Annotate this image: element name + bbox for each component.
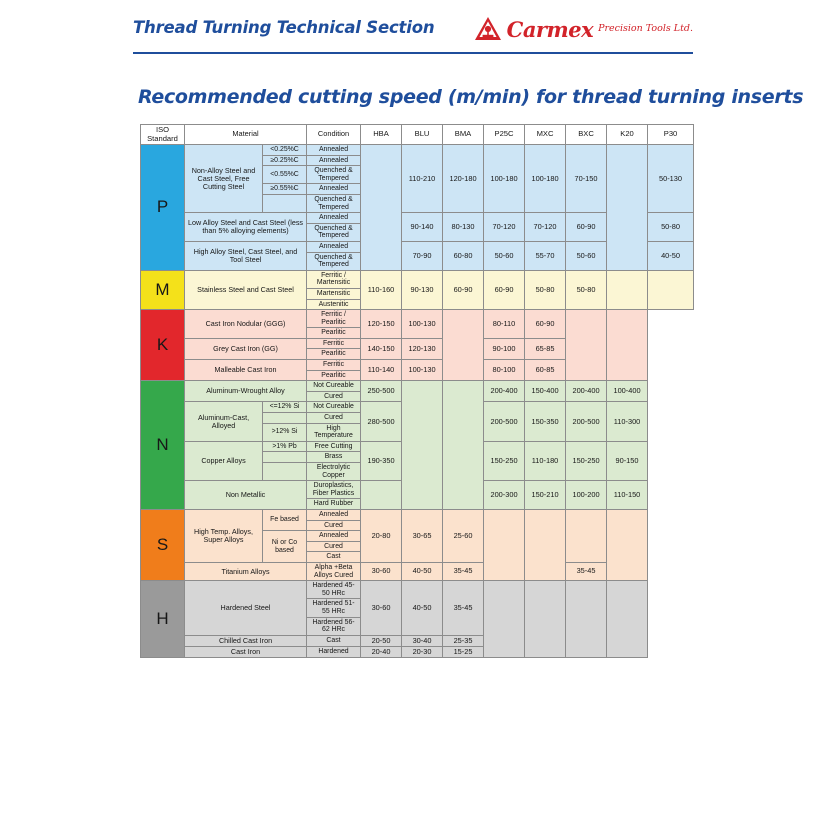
value-cell: 50-60: [566, 241, 607, 270]
condition-cell: Cured: [307, 520, 361, 531]
condition-cell: Hard Rubber: [307, 499, 361, 510]
material-sub: [263, 413, 307, 424]
header-grade-p25c: P25C: [484, 125, 525, 145]
value-cell: [443, 310, 484, 381]
value-cell: 20-40: [361, 646, 402, 657]
value-cell: 65-85: [525, 338, 566, 359]
material-name: Chilled Cast Iron: [185, 635, 307, 646]
condition-cell: Ferritic / Pearlitic: [307, 310, 361, 328]
value-cell: 70-150: [566, 145, 607, 213]
header-grade-p30: P30: [648, 125, 694, 145]
value-cell: [566, 310, 607, 381]
value-cell: 110-160: [361, 270, 402, 309]
condition-cell: Austenitic: [307, 299, 361, 310]
value-cell: [566, 581, 607, 658]
iso-group-s: S: [141, 509, 185, 580]
material-name: Non Metallic: [185, 481, 307, 510]
material-name: Aluminum-Wrought Alloy: [185, 381, 307, 402]
value-cell: 100-200: [566, 481, 607, 510]
condition-cell: Hardened: [307, 646, 361, 657]
value-cell: [361, 145, 402, 271]
condition-cell: Ferritic / Martensitic: [307, 270, 361, 288]
condition-cell: Duroplastics, Fiber Plastics: [307, 481, 361, 499]
condition-cell: Pearlitic: [307, 349, 361, 360]
material-sub: ≥0.25%C: [263, 155, 307, 166]
header-grade-k20: K20: [607, 125, 648, 145]
value-cell: 150-350: [525, 402, 566, 441]
value-cell: 60-90: [484, 270, 525, 309]
table-row: [141, 310, 694, 328]
brand-name: Carmex: [506, 16, 594, 42]
value-cell: 120-180: [443, 145, 484, 213]
value-cell: 80-110: [484, 310, 525, 339]
condition-cell: Cast: [307, 635, 361, 646]
value-cell: 110-300: [607, 402, 648, 441]
value-cell: [484, 509, 525, 580]
value-cell: 60-90: [443, 270, 484, 309]
table-row: [141, 581, 694, 599]
value-cell: 190-350: [361, 441, 402, 480]
value-cell: 110-210: [402, 145, 443, 213]
value-cell: 100-180: [484, 145, 525, 213]
condition-cell: Hardened 45-50 HRc: [307, 581, 361, 599]
value-cell: [525, 581, 566, 658]
value-cell: 70-120: [525, 213, 566, 242]
value-cell: 100-400: [607, 381, 648, 402]
value-cell: 30-40: [402, 635, 443, 646]
value-cell: 80-130: [443, 213, 484, 242]
value-cell: 70-120: [484, 213, 525, 242]
material-name: High Temp. Alloys, Super Alloys: [185, 509, 263, 562]
value-cell: [361, 481, 402, 510]
material-name: Non-Alloy Steel and Cast Steel, Free Cutting Steel: [185, 145, 263, 213]
value-cell: 25-35: [443, 635, 484, 646]
table-row: [141, 270, 694, 288]
material-sub: <0.25%C: [263, 145, 307, 156]
material-sub: [263, 452, 307, 463]
value-cell: 100-130: [402, 310, 443, 339]
value-cell: 110-180: [525, 441, 566, 480]
value-cell: 35-45: [443, 562, 484, 580]
header-grade-bxc: BXC: [566, 125, 607, 145]
condition-cell: Alpha +Beta Alloys Cured: [307, 562, 361, 580]
condition-cell: Annealed: [307, 145, 361, 156]
condition-cell: Annealed: [307, 155, 361, 166]
condition-cell: Annealed: [307, 531, 361, 542]
condition-cell: Annealed: [307, 213, 361, 224]
condition-cell: Quenched & Tempered: [307, 252, 361, 270]
value-cell: [566, 509, 607, 562]
value-cell: 50-60: [484, 241, 525, 270]
value-cell: [607, 310, 648, 381]
condition-cell: Annealed: [307, 509, 361, 520]
material-name: High Alloy Steel, Cast Steel, and Tool Steel: [185, 241, 307, 270]
value-cell: 90-150: [607, 441, 648, 480]
iso-group-h: H: [141, 581, 185, 658]
brand-subtitle: Precision Tools Ltd.: [598, 22, 693, 34]
condition-cell: Not Cureable: [307, 402, 361, 413]
condition-cell: Martensitic: [307, 288, 361, 299]
value-cell: 50-80: [566, 270, 607, 309]
material-sub: Ni or Co based: [263, 531, 307, 563]
material-name: Stainless Steel and Cast Steel: [185, 270, 307, 309]
condition-cell: Electrolytic Copper: [307, 463, 361, 481]
header-condition: Condition: [307, 125, 361, 145]
value-cell: 55-70: [525, 241, 566, 270]
header-grade-bma: BMA: [443, 125, 484, 145]
value-cell: 60-90: [525, 310, 566, 339]
value-cell: 40-50: [402, 581, 443, 636]
value-cell: 30-60: [361, 581, 402, 636]
value-cell: 150-400: [525, 381, 566, 402]
material-name: Cast Iron: [185, 646, 307, 657]
condition-cell: Quenched & Tempered: [307, 194, 361, 212]
value-cell: [607, 509, 648, 580]
table-row: [141, 381, 694, 392]
material-name: Titanium Alloys: [185, 562, 307, 580]
condition-cell: Quenched & Tempered: [307, 223, 361, 241]
value-cell: 60-85: [525, 360, 566, 381]
value-cell: [443, 381, 484, 510]
value-cell: 40-50: [402, 562, 443, 580]
value-cell: 200-400: [566, 381, 607, 402]
material-name: Hardened Steel: [185, 581, 307, 636]
material-name: Malleable Cast Iron: [185, 360, 307, 381]
value-cell: 140-150: [361, 338, 402, 359]
value-cell: [607, 581, 648, 658]
value-cell: [607, 145, 648, 271]
value-cell: 50-80: [648, 213, 694, 242]
value-cell: 90-130: [402, 270, 443, 309]
material-sub: >12% Si: [263, 423, 307, 441]
value-cell: 15-25: [443, 646, 484, 657]
value-cell: 40-50: [648, 241, 694, 270]
material-name: Aluminum-Cast, Alloyed: [185, 402, 263, 441]
value-cell: 50-130: [648, 145, 694, 213]
iso-group-p: P: [141, 145, 185, 271]
material-sub: Fe based: [263, 509, 307, 530]
condition-cell: Annealed: [307, 241, 361, 252]
header-grade-hba: HBA: [361, 125, 402, 145]
iso-group-n: N: [141, 381, 185, 510]
value-cell: 200-500: [566, 402, 607, 441]
value-cell: 150-250: [484, 441, 525, 480]
material-sub: <=12% Si: [263, 402, 307, 413]
header-iso-standard: [141, 125, 185, 145]
condition-cell: Pearlitic: [307, 370, 361, 381]
material-name: Low Alloy Steel and Cast Steel (less than 5% alloying elements): [185, 213, 307, 242]
table-row: [141, 145, 694, 156]
material-sub: >1% Pb: [263, 441, 307, 452]
value-cell: 120-130: [402, 338, 443, 359]
cutting-speed-table: [140, 124, 694, 658]
value-cell: 120-150: [361, 310, 402, 339]
iso-group-k: K: [141, 310, 185, 381]
condition-cell: Brass: [307, 452, 361, 463]
header-grade-blu: BLU: [402, 125, 443, 145]
condition-cell: Pearlitic: [307, 328, 361, 339]
iso-group-m: M: [141, 270, 185, 309]
material-name: Copper Alloys: [185, 441, 263, 480]
section-title: Recommended cutting speed (m/min) for thread turning inserts: [138, 86, 804, 108]
value-cell: 70-90: [402, 241, 443, 270]
material-sub: [263, 194, 307, 212]
value-cell: [525, 509, 566, 580]
value-cell: 30-60: [361, 562, 402, 580]
page-title: Thread Turning Technical Section: [133, 18, 435, 37]
value-cell: 50-80: [525, 270, 566, 309]
value-cell: 35-45: [443, 581, 484, 636]
value-cell: 80-100: [484, 360, 525, 381]
condition-cell: Cured: [307, 413, 361, 424]
header-material: Material: [185, 125, 307, 145]
value-cell: [607, 270, 648, 309]
table-header-row: [141, 125, 694, 145]
value-cell: [648, 270, 694, 309]
condition-cell: Hardened 56-62 HRc: [307, 617, 361, 635]
value-cell: 200-300: [484, 481, 525, 510]
value-cell: [484, 581, 525, 658]
value-cell: 25-60: [443, 509, 484, 562]
condition-cell: Cured: [307, 391, 361, 402]
value-cell: 250-500: [361, 381, 402, 402]
value-cell: 60-80: [443, 241, 484, 270]
carmex-logo-icon: [474, 16, 502, 42]
value-cell: 200-500: [484, 402, 525, 441]
header-grade-mxc: MXC: [525, 125, 566, 145]
value-cell: 90-140: [402, 213, 443, 242]
condition-cell: Ferritic: [307, 338, 361, 349]
value-cell: 200-400: [484, 381, 525, 402]
value-cell: 30-65: [402, 509, 443, 562]
material-name: Grey Cast Iron (GG): [185, 338, 307, 359]
material-sub: <0.55%C: [263, 166, 307, 184]
brand-logo: [474, 14, 693, 42]
cutting-speed-table-wrapper: [140, 124, 693, 658]
condition-cell: Annealed: [307, 184, 361, 195]
material-sub: ≥0.55%C: [263, 184, 307, 195]
value-cell: 110-140: [361, 360, 402, 381]
page-header: [133, 14, 693, 54]
value-cell: 150-210: [525, 481, 566, 510]
value-cell: 100-130: [402, 360, 443, 381]
table-row: [141, 509, 694, 520]
value-cell: 150-250: [566, 441, 607, 480]
header-iso-line1: ISO: [155, 125, 170, 135]
condition-cell: Cast: [307, 552, 361, 563]
condition-cell: Cured: [307, 541, 361, 552]
value-cell: 100-180: [525, 145, 566, 213]
condition-cell: Free Cutting: [307, 441, 361, 452]
value-cell: 20-50: [361, 635, 402, 646]
condition-cell: Not Cureable: [307, 381, 361, 392]
condition-cell: Quenched & Tempered: [307, 166, 361, 184]
condition-cell: Ferritic: [307, 360, 361, 371]
value-cell: 280-500: [361, 402, 402, 441]
value-cell: 110-150: [607, 481, 648, 510]
value-cell: 35-45: [566, 562, 607, 580]
value-cell: [402, 381, 443, 510]
material-name: Cast Iron Nodular (GGG): [185, 310, 307, 339]
condition-cell: Hardened 51-55 HRc: [307, 599, 361, 617]
value-cell: 20-80: [361, 509, 402, 562]
condition-cell: High Temperature: [307, 423, 361, 441]
header-iso-line2: Standard: [147, 133, 178, 143]
value-cell: 60-90: [566, 213, 607, 242]
material-sub: [263, 463, 307, 481]
value-cell: 20-30: [402, 646, 443, 657]
value-cell: 90-100: [484, 338, 525, 359]
